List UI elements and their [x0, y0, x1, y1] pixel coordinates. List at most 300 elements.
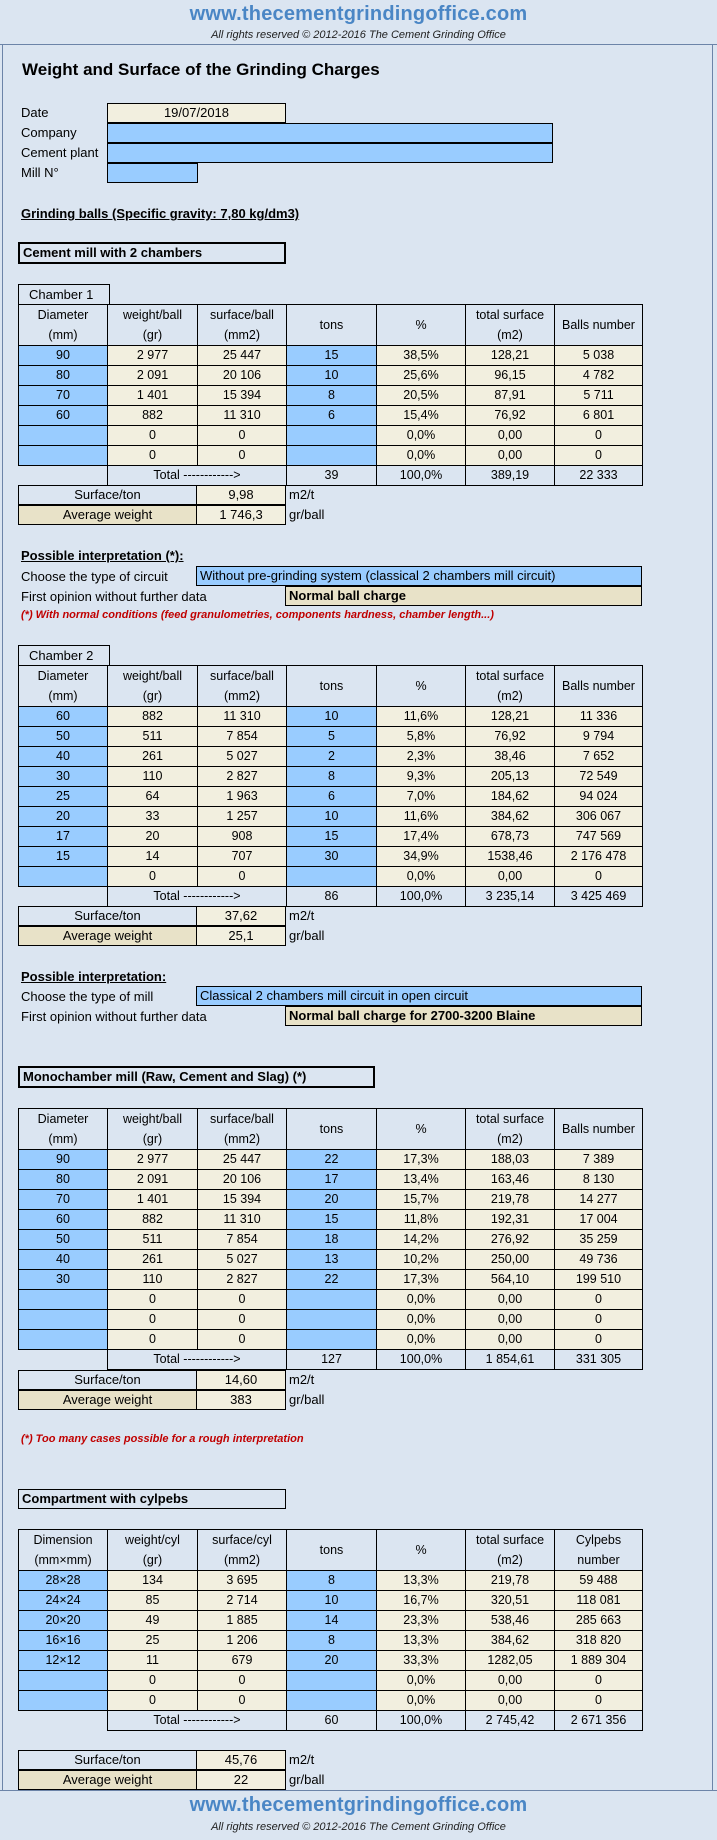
table-cell: 35 259: [555, 1230, 643, 1250]
table-cell: 1282,05: [466, 1651, 555, 1671]
table-cell: 0,00: [466, 426, 555, 446]
table-cell: 882: [108, 1210, 198, 1230]
table-row: [19, 1170, 643, 1190]
table-row: [19, 847, 643, 867]
table-cell: 0: [198, 1290, 287, 1310]
table-cell: 707: [198, 847, 287, 867]
table-cell: 0: [555, 1691, 643, 1711]
table-cell[interactable]: [19, 867, 108, 887]
table-cell[interactable]: 40: [19, 1250, 108, 1270]
table-cell: 2 176 478: [555, 847, 643, 867]
table-cell: 0: [198, 446, 287, 466]
table-cell: [19, 1711, 108, 1731]
table-cell[interactable]: [287, 1290, 377, 1310]
average-weight-value: 383: [196, 1390, 286, 1410]
table-cell: 511: [108, 727, 198, 747]
unit-m2t: m2/t: [289, 1752, 315, 1767]
column-header: %: [377, 1109, 466, 1150]
table-cell[interactable]: 20: [19, 807, 108, 827]
total-cell: 389,19: [466, 466, 555, 486]
table-cell: 285 663: [555, 1611, 643, 1631]
section-title-two-chambers: Cement mill with 2 chambers: [18, 242, 286, 264]
table-cell[interactable]: 10: [287, 807, 377, 827]
table-cell: 0,0%: [377, 426, 466, 446]
column-header: weight/ball (gr): [108, 666, 198, 707]
table-cell[interactable]: 16×16: [19, 1631, 108, 1651]
average-weight-value: 1 746,3: [196, 505, 286, 525]
average-weight-value: 22: [196, 1770, 286, 1790]
table-cell[interactable]: 17: [287, 1170, 377, 1190]
interpretation-heading: Possible interpretation:: [21, 969, 167, 984]
table-cell: 261: [108, 1250, 198, 1270]
divider: [2, 44, 3, 1791]
table-cell: 908: [198, 827, 287, 847]
table-cell[interactable]: 10: [287, 707, 377, 727]
table-cell: 15,7%: [377, 1190, 466, 1210]
table-row: [19, 1230, 643, 1250]
section-title-monochamber: Monochamber mill (Raw, Cement and Slag) (*): [18, 1066, 375, 1088]
total-cell: 100,0%: [377, 1711, 466, 1731]
table-cell: 205,13: [466, 767, 555, 787]
table-cell: 0,0%: [377, 446, 466, 466]
table-cell: 11 336: [555, 707, 643, 727]
column-header: total surface (m2): [466, 666, 555, 707]
copyright-bottom: All rights reserved © 2012-2016 The Cement Grinding Office: [211, 1821, 506, 1833]
table-cell: 3 695: [198, 1571, 287, 1591]
column-header: tons: [287, 305, 377, 346]
mill-type-select[interactable]: Classical 2 chambers mill circuit in open circuit: [196, 986, 642, 1006]
total-cell: 60: [287, 1711, 377, 1731]
table-cell: 20: [108, 827, 198, 847]
table-cell: 0: [555, 867, 643, 887]
chamber-2-label: Chamber 2: [18, 645, 110, 666]
total-cell: 22 333: [555, 466, 643, 486]
table-cell: 2 091: [108, 366, 198, 386]
table-cell: 33,3%: [377, 1651, 466, 1671]
table-cell[interactable]: 40: [19, 747, 108, 767]
total-cell: 2 671 356: [555, 1711, 643, 1731]
unit-m2t: m2/t: [289, 908, 315, 923]
circuit-type-label: Choose the type of circuit: [21, 569, 168, 584]
table-row: [19, 1310, 643, 1330]
table-cell[interactable]: [287, 1330, 377, 1350]
table-cell[interactable]: 60: [19, 406, 108, 426]
table-cell: 7 854: [198, 1230, 287, 1250]
table-cell: 0: [555, 446, 643, 466]
table-cell[interactable]: 28×28: [19, 1571, 108, 1591]
site-url-bottom[interactable]: www.thecementgrindingoffice.com: [189, 1794, 528, 1816]
table-cell: 85: [108, 1591, 198, 1611]
table-cell: 25: [108, 1631, 198, 1651]
table-cell: 94 024: [555, 787, 643, 807]
table-cell: 1 206: [198, 1631, 287, 1651]
table-cell: 0: [108, 867, 198, 887]
table-cell: 128,21: [466, 707, 555, 727]
table-cell: 11 310: [198, 1210, 287, 1230]
table-cell: 679: [198, 1651, 287, 1671]
site-url-top[interactable]: www.thecementgrindingoffice.com: [189, 3, 528, 25]
table-cell: 134: [108, 1571, 198, 1591]
table-cell: 20 106: [198, 1170, 287, 1190]
table-cell: 163,46: [466, 1170, 555, 1190]
table-cell: 8 130: [555, 1170, 643, 1190]
mill-type-label: Choose the type of mill: [21, 989, 154, 1004]
table-cell: 15,4%: [377, 406, 466, 426]
table-cell[interactable]: [287, 446, 377, 466]
page-title: Weight and Surface of the Grinding Charges: [22, 60, 380, 79]
cement-plant-field[interactable]: [107, 143, 553, 163]
surface-per-ton-label: Surface/ton: [18, 485, 197, 505]
table-cell: 0,0%: [377, 1290, 466, 1310]
table-header-row: [19, 305, 643, 346]
table-cell: 318 820: [555, 1631, 643, 1651]
table-cell: 72 549: [555, 767, 643, 787]
table-row: [19, 707, 643, 727]
table-cell[interactable]: 6: [287, 406, 377, 426]
table-cell[interactable]: 70: [19, 1190, 108, 1210]
table-cell: 0,00: [466, 1671, 555, 1691]
table-cell: 17,4%: [377, 827, 466, 847]
interpretation-heading: Possible interpretation (*):: [21, 548, 184, 563]
table-cell[interactable]: 90: [19, 1150, 108, 1170]
average-weight-value: 25,1: [196, 926, 286, 946]
table-cell[interactable]: 18: [287, 1230, 377, 1250]
table-cell: 25 447: [198, 1150, 287, 1170]
table-cell: 4 782: [555, 366, 643, 386]
table-cell[interactable]: 13: [287, 1250, 377, 1270]
table-cell: 1538,46: [466, 847, 555, 867]
table-cell: 34,9%: [377, 847, 466, 867]
table-cell[interactable]: [287, 1671, 377, 1691]
table-cell[interactable]: 80: [19, 366, 108, 386]
table-cell: 199 510: [555, 1270, 643, 1290]
first-opinion-label: First opinion without further data: [21, 589, 207, 604]
table-cell[interactable]: 22: [287, 1150, 377, 1170]
company-field[interactable]: [107, 123, 553, 143]
table-cell[interactable]: 5: [287, 727, 377, 747]
table-cell: 2,3%: [377, 747, 466, 767]
table-cell: 6 801: [555, 406, 643, 426]
table-cell: 76,92: [466, 406, 555, 426]
table-cell[interactable]: 17: [19, 827, 108, 847]
table-cell: 0: [555, 426, 643, 446]
table-cell[interactable]: [19, 1691, 108, 1711]
table-cell: 0: [108, 1310, 198, 1330]
table-cell: 5 711: [555, 386, 643, 406]
table-row: [19, 1611, 643, 1631]
table-cell: 14: [108, 847, 198, 867]
surface-per-ton-label: Surface/ton: [18, 1750, 197, 1770]
table-cell[interactable]: 30: [19, 767, 108, 787]
table-cell[interactable]: 30: [287, 847, 377, 867]
table-cell: [19, 466, 108, 486]
table-cell: 2 091: [108, 1170, 198, 1190]
total-cell: 127: [287, 1350, 377, 1370]
table-cell: 9 794: [555, 727, 643, 747]
table-row: [19, 1691, 643, 1711]
table-cell[interactable]: 15: [287, 346, 377, 366]
table-cell[interactable]: 24×24: [19, 1591, 108, 1611]
table-cell: 23,3%: [377, 1611, 466, 1631]
table-cell[interactable]: 8: [287, 767, 377, 787]
table-cell: 5 027: [198, 1250, 287, 1270]
table-header-row: [19, 666, 643, 707]
total-row: [19, 466, 643, 486]
table-cell: 2 977: [108, 346, 198, 366]
table-cell: 14,2%: [377, 1230, 466, 1250]
table-cell[interactable]: 20×20: [19, 1611, 108, 1631]
table-cell[interactable]: [19, 426, 108, 446]
table-cell: 96,15: [466, 366, 555, 386]
table-cell[interactable]: 15: [19, 847, 108, 867]
column-header: surface/cyl (mm2): [198, 1530, 287, 1571]
table-cell: 7 389: [555, 1150, 643, 1170]
table-cell: 0: [198, 867, 287, 887]
table-cell: 38,46: [466, 747, 555, 767]
table-cell: 11,6%: [377, 707, 466, 727]
table-row: [19, 1631, 643, 1651]
monochamber-note: (*) Too many cases possible for a rough interpretation: [21, 1433, 304, 1445]
table-cell[interactable]: 50: [19, 727, 108, 747]
table-cell: 0: [198, 1310, 287, 1330]
table-cell: [19, 1350, 108, 1370]
table-cell: 33: [108, 807, 198, 827]
table-cell: 13,4%: [377, 1170, 466, 1190]
table-row: [19, 346, 643, 366]
average-weight-label: Average weight: [18, 1770, 197, 1790]
unit-gr-ball: gr/ball: [289, 1772, 325, 1787]
table-row: [19, 406, 643, 426]
table-cell: 306 067: [555, 807, 643, 827]
table-cell: 11,8%: [377, 1210, 466, 1230]
table-cell: 20,5%: [377, 386, 466, 406]
table-cell: 17,3%: [377, 1270, 466, 1290]
total-cell: 2 745,42: [466, 1711, 555, 1731]
column-header: weight/cyl (gr): [108, 1530, 198, 1571]
table-row: [19, 1150, 643, 1170]
table-header-row: [19, 1109, 643, 1150]
table-cell: 5,8%: [377, 727, 466, 747]
chamber-2-table: [18, 665, 643, 907]
copyright-top: All rights reserved © 2012-2016 The Cement Grinding Office: [211, 29, 506, 41]
table-cell: 76,92: [466, 727, 555, 747]
table-cell[interactable]: 14: [287, 1611, 377, 1631]
table-row: [19, 1190, 643, 1210]
column-header: surface/ball (mm2): [198, 1109, 287, 1150]
table-cell: 110: [108, 767, 198, 787]
cylpebs-table: [18, 1529, 643, 1731]
table-cell: 0: [555, 1671, 643, 1691]
table-cell: 0: [108, 1290, 198, 1310]
total-cell: 86: [287, 887, 377, 907]
table-cell: 192,31: [466, 1210, 555, 1230]
table-cell[interactable]: [19, 1290, 108, 1310]
unit-gr-ball: gr/ball: [289, 928, 325, 943]
table-cell: 11: [108, 1651, 198, 1671]
table-cell[interactable]: 90: [19, 346, 108, 366]
table-cell: 11 310: [198, 707, 287, 727]
total-cell: 100,0%: [377, 1350, 466, 1370]
table-cell[interactable]: [287, 867, 377, 887]
table-cell: 678,73: [466, 827, 555, 847]
table-cell: 38,5%: [377, 346, 466, 366]
total-label: Total ------------>: [108, 466, 287, 486]
table-cell: 110: [108, 1270, 198, 1290]
total-row: [19, 1350, 643, 1370]
column-header: surface/ball (mm2): [198, 305, 287, 346]
table-cell[interactable]: 70: [19, 386, 108, 406]
table-cell: 2 714: [198, 1591, 287, 1611]
table-cell: 0: [108, 1671, 198, 1691]
column-header: Balls number: [555, 1109, 643, 1150]
table-cell: 0,0%: [377, 1671, 466, 1691]
surface-per-ton-value: 14,60: [196, 1370, 286, 1390]
chamber-1-label: Chamber 1: [18, 284, 110, 305]
table-header-row: [19, 1530, 643, 1571]
table-row: [19, 1330, 643, 1350]
surface-per-ton-value: 37,62: [196, 906, 286, 926]
column-header: Balls number: [555, 666, 643, 707]
column-header: %: [377, 305, 466, 346]
table-cell[interactable]: 10: [287, 366, 377, 386]
table-cell: 15 394: [198, 386, 287, 406]
table-cell[interactable]: [19, 1330, 108, 1350]
table-cell: 384,62: [466, 1631, 555, 1651]
section-title-cylpebs: Compartment with cylpebs: [18, 1489, 286, 1509]
table-cell: 2 977: [108, 1150, 198, 1170]
first-opinion-label: First opinion without further data: [21, 1009, 207, 1024]
table-row: [19, 1210, 643, 1230]
interpretation-note: (*) With normal conditions (feed granulometries, components hardness, chamber length...): [21, 609, 494, 621]
total-row: [19, 887, 643, 907]
table-cell: 0,00: [466, 867, 555, 887]
monochamber-table: [18, 1108, 643, 1370]
table-cell[interactable]: 60: [19, 1210, 108, 1230]
unit-m2t: m2/t: [289, 487, 315, 502]
total-cell: 100,0%: [377, 466, 466, 486]
table-cell[interactable]: 2: [287, 747, 377, 767]
date-field[interactable]: 19/07/2018: [107, 103, 286, 123]
table-row: [19, 1290, 643, 1310]
table-cell[interactable]: 60: [19, 707, 108, 727]
table-cell[interactable]: 15: [287, 827, 377, 847]
table-cell: 0,00: [466, 1290, 555, 1310]
table-cell[interactable]: 50: [19, 1230, 108, 1250]
table-cell: 1 963: [198, 787, 287, 807]
date-label: Date: [21, 105, 49, 120]
table-cell: [19, 887, 108, 907]
average-weight-label: Average weight: [18, 926, 197, 946]
cement-plant-label: Cement plant: [21, 145, 99, 160]
column-header: Diameter (mm): [19, 1109, 108, 1150]
table-cell[interactable]: [19, 1671, 108, 1691]
table-cell[interactable]: 20: [287, 1190, 377, 1210]
table-cell[interactable]: [19, 446, 108, 466]
table-cell[interactable]: 6: [287, 787, 377, 807]
table-cell[interactable]: 80: [19, 1170, 108, 1190]
table-cell: 0: [198, 1330, 287, 1350]
table-cell: 0,0%: [377, 867, 466, 887]
table-cell[interactable]: [287, 426, 377, 446]
table-row: [19, 1671, 643, 1691]
surface-per-ton-value: 45,76: [196, 1750, 286, 1770]
table-cell[interactable]: 20: [287, 1651, 377, 1671]
table-cell[interactable]: [287, 1691, 377, 1711]
table-cell[interactable]: 30: [19, 1270, 108, 1290]
table-cell: 219,78: [466, 1190, 555, 1210]
table-cell: 20 106: [198, 366, 287, 386]
column-header: weight/ball (gr): [108, 305, 198, 346]
table-cell: 25 447: [198, 346, 287, 366]
table-row: [19, 1270, 643, 1290]
table-cell: 1 889 304: [555, 1651, 643, 1671]
table-cell: 10,2%: [377, 1250, 466, 1270]
table-cell[interactable]: 10: [287, 1591, 377, 1611]
total-label: Total ------------>: [108, 887, 287, 907]
table-cell[interactable]: 22: [287, 1270, 377, 1290]
table-cell[interactable]: 8: [287, 1571, 377, 1591]
table-cell[interactable]: [287, 1310, 377, 1330]
divider: [712, 44, 713, 1791]
table-cell: 1 401: [108, 386, 198, 406]
table-cell: 118 081: [555, 1591, 643, 1611]
table-row: [19, 767, 643, 787]
table-cell: 11,6%: [377, 807, 466, 827]
table-cell: 0: [198, 1671, 287, 1691]
table-cell: 1 401: [108, 1190, 198, 1210]
table-cell[interactable]: 8: [287, 386, 377, 406]
table-cell: 320,51: [466, 1591, 555, 1611]
company-label: Company: [21, 125, 77, 140]
table-cell: 7,0%: [377, 787, 466, 807]
table-cell[interactable]: [19, 1310, 108, 1330]
table-cell: 17 004: [555, 1210, 643, 1230]
table-row: [19, 1651, 643, 1671]
column-header: tons: [287, 1109, 377, 1150]
table-row: [19, 867, 643, 887]
table-row: [19, 1591, 643, 1611]
mill-number-field[interactable]: [107, 163, 198, 183]
table-cell[interactable]: 25: [19, 787, 108, 807]
table-cell: 16,7%: [377, 1591, 466, 1611]
first-opinion-value: Normal ball charge: [285, 586, 642, 606]
table-row: [19, 366, 643, 386]
column-header: Balls number: [555, 305, 643, 346]
table-cell: 276,92: [466, 1230, 555, 1250]
table-cell: 747 569: [555, 827, 643, 847]
table-cell: 250,00: [466, 1250, 555, 1270]
table-cell: 0: [108, 426, 198, 446]
table-cell[interactable]: 12×12: [19, 1651, 108, 1671]
table-cell: 0: [198, 426, 287, 446]
table-cell: 261: [108, 747, 198, 767]
table-row: [19, 727, 643, 747]
table-cell: 0,00: [466, 1310, 555, 1330]
table-cell[interactable]: 8: [287, 1631, 377, 1651]
table-cell: 14 277: [555, 1190, 643, 1210]
table-cell[interactable]: 15: [287, 1210, 377, 1230]
table-cell: 5 038: [555, 346, 643, 366]
circuit-type-select[interactable]: Without pre-grinding system (classical 2 chambers mill circuit): [196, 566, 642, 586]
column-header: tons: [287, 666, 377, 707]
table-row: [19, 1250, 643, 1270]
total-row: [19, 1711, 643, 1731]
table-cell: 0,0%: [377, 1330, 466, 1350]
table-cell: 882: [108, 406, 198, 426]
chamber-1-table: [18, 304, 643, 486]
table-cell: 184,62: [466, 787, 555, 807]
total-cell: 3 425 469: [555, 887, 643, 907]
